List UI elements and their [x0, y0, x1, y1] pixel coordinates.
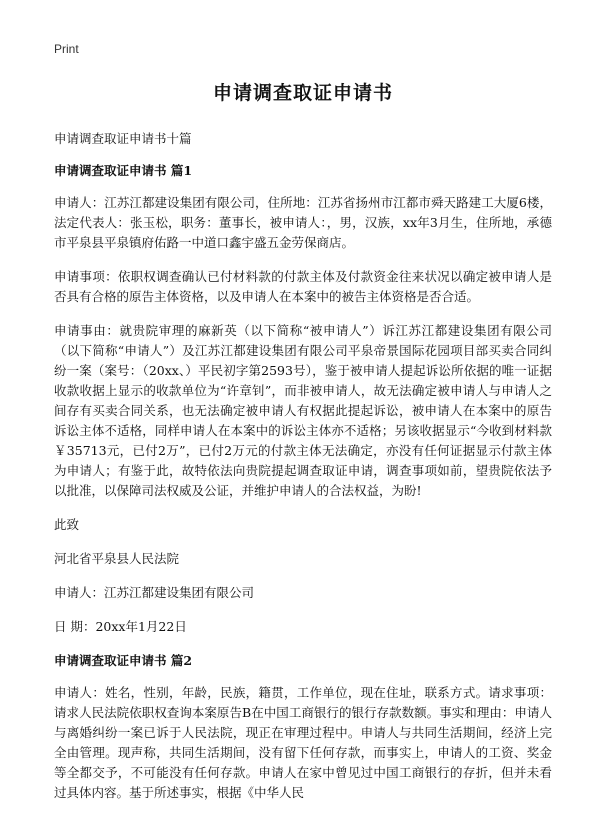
paragraph-request-items: 申请事项：依职权调查确认已付材料款的付款主体及付款资金往来状况以确定被申请人是否具有合格的原告主体资格，以及申请人在本案中的被告主体资格是否合适。 [54, 269, 552, 304]
section-heading-2: 申请调查取证申请书 篇2 [54, 653, 193, 668]
section-heading-1: 申请调查取证申请书 篇1 [54, 163, 193, 178]
print-link[interactable]: Print [54, 42, 79, 56]
paragraph-date: 日 期：20xx年1月22日 [54, 619, 187, 634]
paragraph-reasons: 申请事由：就贵院审理的麻新英（以下简称“被申请人”）诉江苏江都建设集团有限公司（以下简称“申请人”）及江苏江都建设集团有限公司平泉帝景国际花园项目部买卖合同纠纷一案（案号：（20xx、）平民初字第2593号），鉴于被申请人提起诉讼所依据的唯一证据收款收据上显示的收款单位为“许章钊”，而非被申请人，故无法确定被申请人与申请人之间存有买卖合同关系，也无法确定被申请人有权据此提起诉讼，被申请人在本案中的原告诉讼主体不适格，同样申请人在本案中的诉讼主体亦不适格；另该收据显示“今收到材料款￥35713元，已付2万”，已付2万元的付款主体无法确定，亦没有任何证据显示付款主体为申请人；有鉴于此，故特依法向贵院提起调查取证申请，调查事项如前，望贵院依法予以批准，以保障司法权威及公证，并维护申请人的合法权益，为盼! [54, 323, 552, 498]
paragraph-court: 河北省平泉县人民法院 [54, 551, 180, 566]
paragraph-applicant-1: 申请人：江苏江都建设集团有限公司，住所地：江苏省扬州市江都市舜天路建工大厦6楼，法定代表人：张玉松，职务：董事长，被申请人：，男，汉族，xx年3月生，住所地，承德市平泉县平泉镇府佑路一中道口鑫宇盛五金劳保商店。 [54, 195, 552, 250]
paragraph-signature: 申请人：江苏江都建设集团有限公司 [54, 585, 255, 600]
document-subtitle: 申请调查取证申请书十篇 [54, 131, 192, 146]
paragraph-salutation: 此致 [54, 517, 80, 532]
paragraph-applicant-2: 申请人：姓名，性别，年龄，民族，籍贯，工作单位，现在住址，联系方式。请求事项：请求人民法院依职权查询本案原告B在中国工商银行的银行存款数额。事实和理由：申请人与离婚纠纷一案已诉于人民法院，现正在审理过程中。申请人与共同生活期间，经济上完全由管理。现声称，共同生活期间，没有留下任何存款，而事实上，申请人的工资、奖金等全都交予，不可能没有任何存款。申请人在家中曾见过中国工商银行的存折，但并未看过具体内容。基于所述事实，根据《中华人民 [54, 685, 552, 800]
document-title: 申请调查取证申请书 [212, 82, 393, 104]
